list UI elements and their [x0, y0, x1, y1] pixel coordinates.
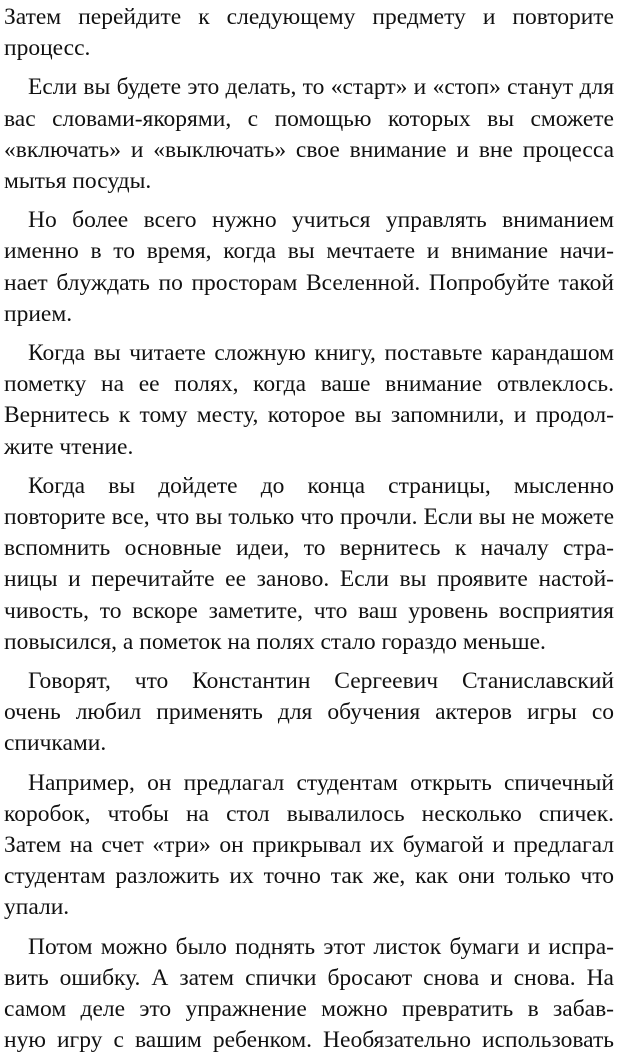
text-line: упали.: [4, 894, 70, 921]
text-line: прием.: [4, 300, 73, 327]
text-line: вас словами-якорями, с помощью которых вы сможете: [4, 105, 614, 132]
paragraph: [4, 205, 614, 330]
text-line: спичками.: [4, 730, 107, 757]
text-line: Но более всего нужно учиться управлять вниманием: [28, 207, 614, 234]
text-line: студентам разложить их точно так же, как они только что: [4, 863, 614, 890]
text-line: Затем перейдите к следующему предмету и повторите: [4, 4, 614, 30]
text-line: нает блуждать по просторам Вселенной. Попробуйте такой: [4, 269, 614, 296]
text-line: жите чтение.: [4, 433, 134, 460]
text-line: чивость, то вскоре заметите, что ваш уровень восприятия: [4, 597, 614, 624]
text-line: вспомнить основные идеи, то вернитесь к началу стра-: [4, 535, 614, 562]
text-line: «включать» и «выключать» свое внимание и вне процесса: [4, 136, 614, 163]
paragraph: [4, 768, 614, 924]
paragraph: [4, 72, 614, 197]
text-line: Когда вы дойдете до конца страницы, мысленно: [28, 472, 614, 499]
text-line: Например, он предлагал студентам открыть спичечный: [28, 769, 614, 796]
text-line: Вернитесь к тому месту, которое вы запомнили, и продол-: [4, 402, 614, 429]
text-line: вить ошибку. А затем спички бросают снова и снова. На: [4, 964, 614, 991]
text-line: Потом можно было поднять этот листок бумаги и испра-: [28, 933, 614, 960]
text-body: [4, 2, 614, 1057]
text-line: повторите все, что вы только что прочли. Если вы не можете: [4, 504, 614, 531]
text-line: пометку на ее полях, когда ваше внимание отвлеклось.: [4, 371, 614, 398]
text-line: именно в то время, когда вы мечтаете и внимание начи-: [4, 238, 614, 265]
text-line: повысился, а пометок на полях стало гораздо меньше.: [4, 628, 546, 655]
text-line: Говорят, что Константин Сергеевич Станиславский: [28, 668, 614, 695]
text-line: очень любил применять для обучения актеров игры со: [4, 699, 614, 726]
text-line: ницы и перечитайте ее заново. Если вы проявите настой-: [4, 566, 614, 593]
paragraph: [4, 471, 614, 658]
text-line: Когда вы читаете сложную книгу, поставьте карандашом: [28, 340, 614, 367]
paragraph: [4, 666, 614, 760]
paragraph: [4, 338, 614, 463]
paragraph: [4, 932, 614, 1057]
text-line: Затем на счет «три» он прикрывал их бумагой и предлагал: [4, 832, 614, 859]
text-line: ную игру с вашим ребенком. Необязательно использовать: [4, 1027, 614, 1054]
text-line: мытья посуды.: [4, 168, 152, 195]
text-line: самом деле это упражнение можно превратить в забав-: [4, 996, 614, 1023]
paragraph: [4, 2, 614, 64]
text-line: коробок, чтобы на стол вывалилось несколько спичек.: [4, 800, 614, 827]
text-line: процесс.: [4, 35, 91, 62]
text-line: Если вы будете это делать, то «старт» и «стоп» станут для: [28, 74, 614, 101]
